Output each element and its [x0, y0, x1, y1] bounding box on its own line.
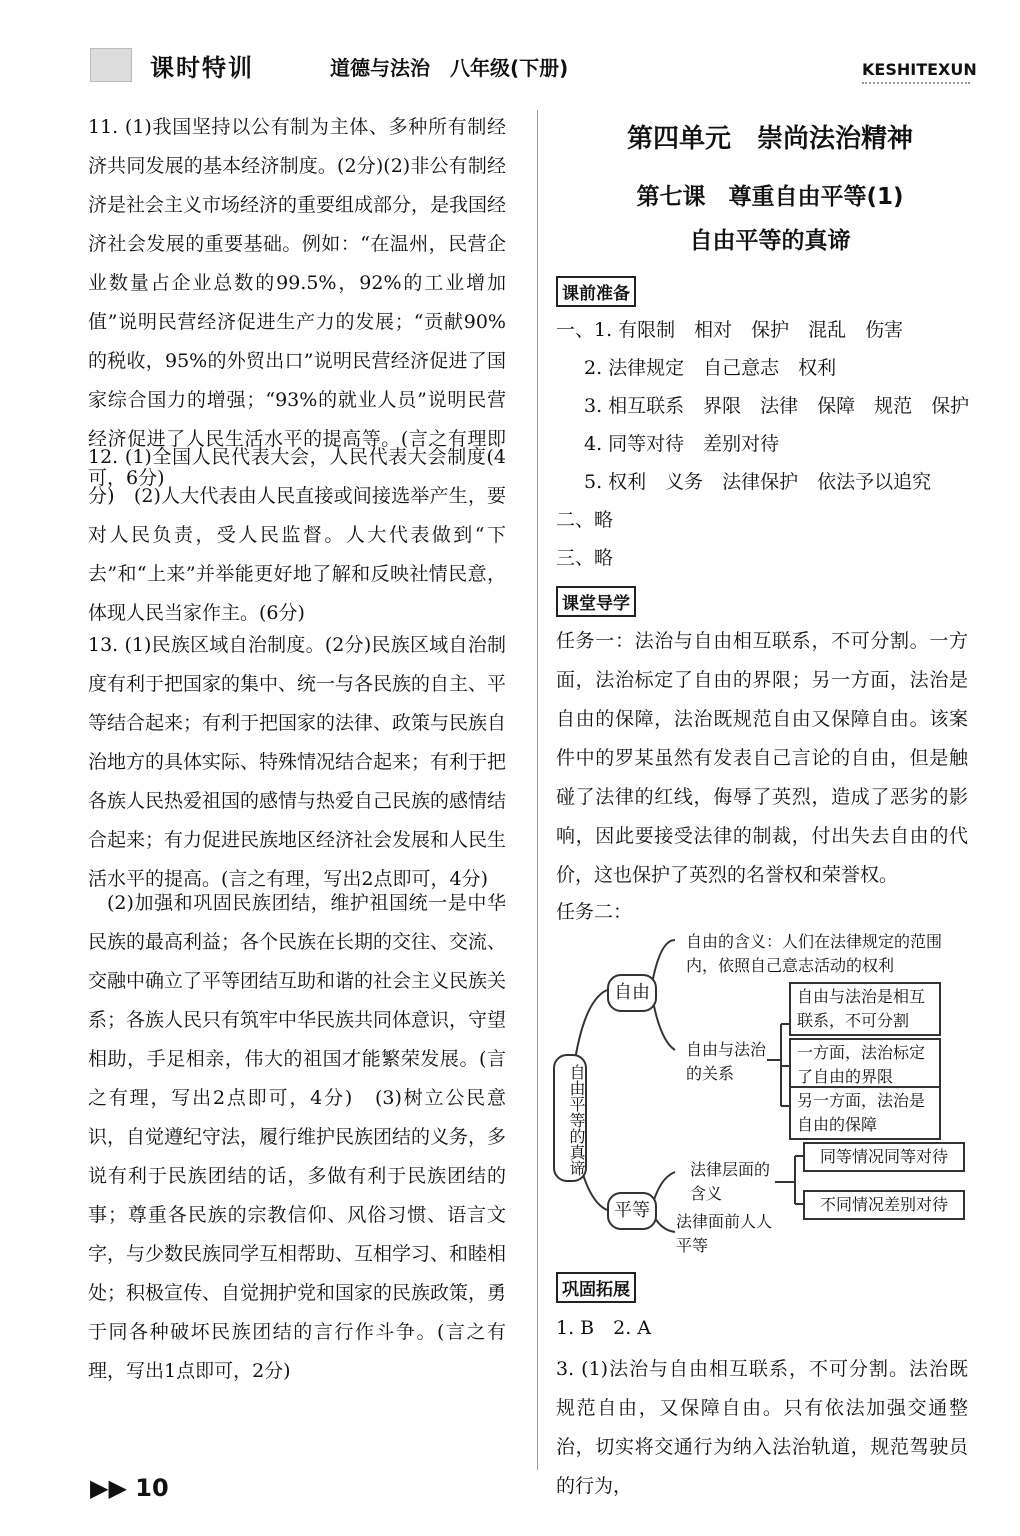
- prep-line-7: 三、略: [556, 547, 614, 569]
- diagram-rel-2: 一方面，法治标定了自由的界限: [789, 1038, 941, 1092]
- site-name: KESHITEXUN: [862, 60, 977, 79]
- label-extend: 巩固拓展: [556, 1272, 636, 1303]
- site-underline: [862, 82, 970, 84]
- diagram-equality: 平等: [607, 1192, 657, 1230]
- brand-title: 课时特训: [150, 54, 254, 82]
- column-divider: [537, 110, 538, 1470]
- subject-title: 道德与法治 八年级(下册): [330, 56, 569, 80]
- answer-q11: 11. (1)我国坚持以公有制为主体、多种所有制经济共同发展的基本经济制度。(2分)(2)非公有制经济是社会主义市场经济的重要组成部分，是我国经济社会发展的重要基础。例如：“在温州，民营企业数量占企业总数的99.5%，92%的工业增加值”说明民营经济促进生产力的发展；“贡献90%的税收，95%的外贸出口”说明民营经济促进了国家综合国力的增强；“93%的就业人员”说明民营经济促进了人民生活水平的提高等。(言之有理即可，6分): [88, 116, 507, 489]
- label-prep: 课前准备: [556, 276, 636, 307]
- diagram-freedom-meaning: 自由的含义：人们在法律规定的范围内，依照自己意志活动的权利: [686, 932, 943, 975]
- task-1: 任务一：法治与自由相互联系，不可分割。一方面，法治标定了自由的界限；另一方面，法治是自由的保障，法治既规范自由又保障自由。该案件中的罗某虽然有发表自己言论的自由，但是触碰了法律的红线，侮辱了英烈，造成了恶劣的影响，因此要接受法律的制裁，付出失去自由的代价，这也保护了英烈的名誉权和荣誉权。: [556, 630, 968, 886]
- prep-line-1: 一、1. 有限制 相对 保护 混乱 伤害: [556, 319, 904, 341]
- forward-arrows-icon: ▶▶: [90, 1474, 127, 1502]
- diagram-root: 自由平等的真谛: [553, 1054, 587, 1182]
- prep-line-5: 5. 权利 义务 法律保护 依法予以追究: [584, 471, 932, 493]
- diagram-eq-2: 不同情况差别对待: [803, 1190, 965, 1220]
- lesson-title: 第七课 尊重自由平等(1): [636, 184, 904, 210]
- diagram-eq-1: 同等情况同等对待: [803, 1142, 965, 1172]
- diagram-rel-3: 另一方面，法治是自由的保障: [789, 1086, 941, 1140]
- diagram-eq-law-level: 法律层面的含义: [690, 1160, 771, 1203]
- prep-line-2: 2. 法律规定 自己意志 权利: [584, 357, 837, 379]
- task-2-label: 任务二：: [556, 901, 633, 923]
- section-title: 自由平等的真谛: [689, 228, 851, 254]
- answer-q13: 13. (1)民族区域自治制度。(2分)民族区域自治制度有利于把国家的集中、统一与各民族的自主、平等结合起来；有利于把国家的法律、政策与民族自治地方的具体实际、特殊情况结合起来；有利于把各族人民热爱祖国的感情与热爱自己民族的感情结合起来；有力促进民族地区经济社会发展和人民生活水平的提高。(言之有理，写出2点即可，4分): [88, 634, 507, 890]
- answer-q12: 12. (1)全国人民代表大会，人民代表大会制度(4分) (2)人大代表由人民直接或间接选举产生，要对人民负责，受人民监督。人大代表做到“下去”和“上来”并举能更好地了解和反映社情民意，体现人民当家作主。(6分): [88, 446, 506, 624]
- diagram-rel-1: 自由与法治是相互联系，不可分割: [789, 982, 941, 1036]
- prep-line-3: 3. 相互联系 界限 法律 保障 规范 保护: [584, 395, 970, 417]
- diagram-eq-before-law: 法律面前人人平等: [676, 1212, 773, 1255]
- unit-title: 第四单元 崇尚法治精神: [626, 124, 913, 154]
- diagram-freedom-law: 自由与法治的关系: [686, 1040, 767, 1083]
- label-guide: 课堂导学: [556, 586, 636, 617]
- diagram-freedom: 自由: [607, 974, 657, 1012]
- prep-line-4: 4. 同等对待 差别对待: [584, 433, 780, 455]
- answers-choice: 1. B 2. A: [556, 1317, 652, 1339]
- prep-line-6: 二、略: [556, 509, 614, 531]
- logo-image: [90, 48, 132, 82]
- page-number-text: 10: [135, 1474, 169, 1502]
- answer-q3: 3. (1)法治与自由相互联系，不可分割。法治既规范自由，又保障自由。只有依法加强交通整治，切实将交通行为纳入法治轨道，规范驾驶员的行为，: [556, 1358, 968, 1497]
- page-number: [90, 1474, 169, 1502]
- answer-q13-part2: (2)加强和巩固民族团结，维护祖国统一是中华民族的最高利益；各个民族在长期的交往、交流、交融中确立了平等团结互助和谐的社会主义民族关系；各族人民只有筑牢中华民族共同体意识，守望相助，手足相亲，伟大的祖国才能繁荣发展。(言之有理，写出2点即可，4分) (3)树立公民意识，自觉遵纪守法，履行维护民族团结的义务，多说有利于民族团结的话，多做有利于民族团结的事；尊重各民族的宗教信仰、风俗习惯、语言文字，与少数民族同学互相帮助、互相学习、和睦相处；积极宣传、自觉拥护党和国家的民族政策，勇于同各种破坏民族团结的言行作斗争。(言之有理，写出1点即可，2分): [88, 892, 507, 1382]
